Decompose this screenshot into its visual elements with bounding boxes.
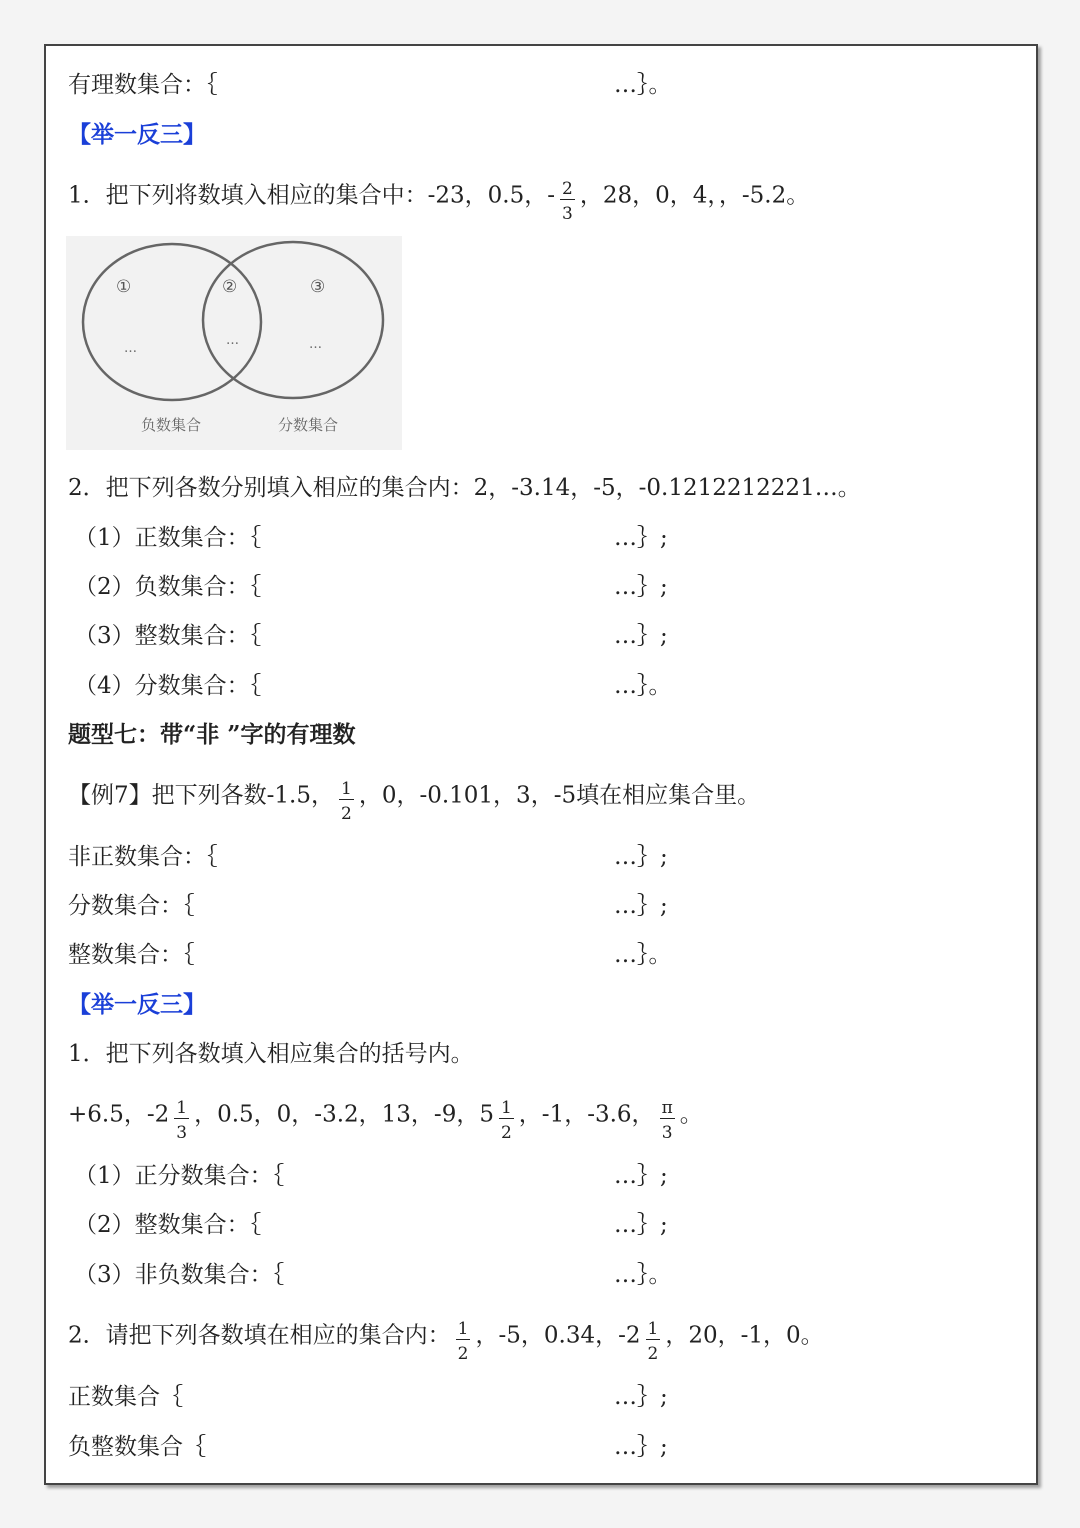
number-list-c: ，-1，-3.6， xyxy=(518,1101,655,1128)
p1-item-3-tail: …｝。 xyxy=(614,1262,672,1288)
number-list-a: +6.5，-2 xyxy=(68,1101,170,1128)
fraction-den: 3 xyxy=(661,1123,673,1143)
number-list xyxy=(68,1093,703,1143)
rational-set-tail: …｝。 xyxy=(614,72,672,98)
fraction-den: 2 xyxy=(647,1344,659,1364)
question-1-pre: 1．把下列将数填入相应的集合中：-23，0.5，- xyxy=(68,182,556,209)
number-list-b: ，0.5，0，-3.2，13，-9，5 xyxy=(194,1101,494,1128)
rational-set-label: 有理数集合：｛ xyxy=(68,72,218,98)
ex7-item-2-tail: …｝; xyxy=(614,893,668,919)
fraction-num: 2 xyxy=(562,179,573,199)
practice-heading-1: 【举一反三】 xyxy=(68,121,206,148)
fraction-one-half xyxy=(499,1098,514,1143)
dots-left: … xyxy=(124,341,137,356)
fraction-den: 2 xyxy=(340,804,352,824)
circle-1-mark: ① xyxy=(116,277,132,297)
q2-item-1-label: （1）正数集合：｛ xyxy=(74,525,262,551)
fraction-den: 3 xyxy=(176,1123,188,1143)
fraction-two-thirds xyxy=(560,179,575,224)
p1-item-2-label: （2）整数集合：｛ xyxy=(74,1212,262,1238)
p2-item-1-tail: …｝; xyxy=(614,1384,668,1410)
p1-item-1-tail: …｝; xyxy=(614,1163,668,1189)
p1-item-1-label: （1）正分数集合：｛ xyxy=(74,1163,285,1189)
dots-middle: … xyxy=(226,333,239,348)
p2-item-2-label: 负整数集合｛ xyxy=(68,1434,206,1460)
question-1-post: ，28，0，4，，-5.2。 xyxy=(579,182,810,209)
ex7-item-1-tail: …｝; xyxy=(614,844,668,870)
fraction-one-third xyxy=(174,1098,189,1143)
q2-item-2-tail: …｝; xyxy=(614,574,668,600)
practice-1-text: 1．把下列各数填入相应集合的括号内。 xyxy=(68,1041,474,1067)
fraction-num: π xyxy=(661,1098,673,1118)
q2-item-4-label: （4）分数集合：｛ xyxy=(74,673,262,699)
practice-2-text xyxy=(68,1314,824,1364)
fraction-den: 3 xyxy=(562,204,573,224)
venn-diagram xyxy=(66,236,402,450)
q2-item-1-tail: …｝; xyxy=(614,525,668,551)
p2-item-1-label: 正数集合｛ xyxy=(68,1384,183,1410)
ex7-item-2-label: 分数集合：｛ xyxy=(68,893,195,919)
example-7-post: ，0，-0.101，3，-5填在相应集合里。 xyxy=(358,782,761,809)
question-1-text xyxy=(68,174,810,224)
question-2-text: 2．把下列各数分别填入相应的集合内：2，-3.14，-5，-0.1212212221…。 xyxy=(68,475,861,501)
fraction-one-half xyxy=(646,1319,661,1364)
dots-right: … xyxy=(309,337,322,352)
practice-2-post: ，20，-1，0。 xyxy=(665,1322,824,1349)
fraction-pi-over-three xyxy=(660,1098,675,1143)
p2-item-2-tail: …｝; xyxy=(614,1434,668,1460)
fraction-num: 1 xyxy=(340,779,352,799)
practice-2-mid: ，-5，0.34，-2 xyxy=(475,1322,641,1349)
rational-set-line xyxy=(68,70,218,100)
example-7-text xyxy=(68,774,761,824)
section-heading-7: 题型七：带“非 ”字的有理数 xyxy=(68,721,356,748)
number-list-d: 。 xyxy=(679,1101,703,1128)
p1-item-2-tail: …｝; xyxy=(614,1212,668,1238)
p1-item-3-label: （3）非负数集合：｛ xyxy=(74,1262,285,1288)
q2-item-4-tail: …｝。 xyxy=(614,673,672,699)
q2-item-2-label: （2）负数集合：｛ xyxy=(74,574,262,600)
fraction-den: 2 xyxy=(500,1123,512,1143)
circle-3-mark: ③ xyxy=(310,277,326,297)
fraction-num: 1 xyxy=(457,1319,469,1339)
fraction-num: 1 xyxy=(647,1319,659,1339)
ex7-item-1-label: 非正数集合：｛ xyxy=(68,844,218,870)
fraction-num: 1 xyxy=(176,1098,188,1118)
fraction-one-half xyxy=(456,1319,471,1364)
circle-2-mark: ② xyxy=(222,277,238,297)
q2-item-3-tail: …｝; xyxy=(614,623,668,649)
practice-heading-2: 【举一反三】 xyxy=(68,991,206,1018)
practice-2-pre: 2．请把下列各数填在相应的集合内： xyxy=(68,1322,451,1349)
fraction-den: 2 xyxy=(457,1344,469,1364)
fraction-num: 1 xyxy=(500,1098,512,1118)
q2-item-3-label: （3）整数集合：｛ xyxy=(74,623,262,649)
example-7-pre: 【例7】把下列各数-1.5， xyxy=(68,782,334,809)
worksheet-page xyxy=(44,44,1038,1485)
fraction-one-half xyxy=(339,779,354,824)
ex7-item-3-tail: …｝。 xyxy=(614,942,672,968)
label-negative-set: 负数集合 xyxy=(141,416,202,434)
ex7-item-3-label: 整数集合：｛ xyxy=(68,942,195,968)
label-fraction-set: 分数集合 xyxy=(278,416,339,434)
